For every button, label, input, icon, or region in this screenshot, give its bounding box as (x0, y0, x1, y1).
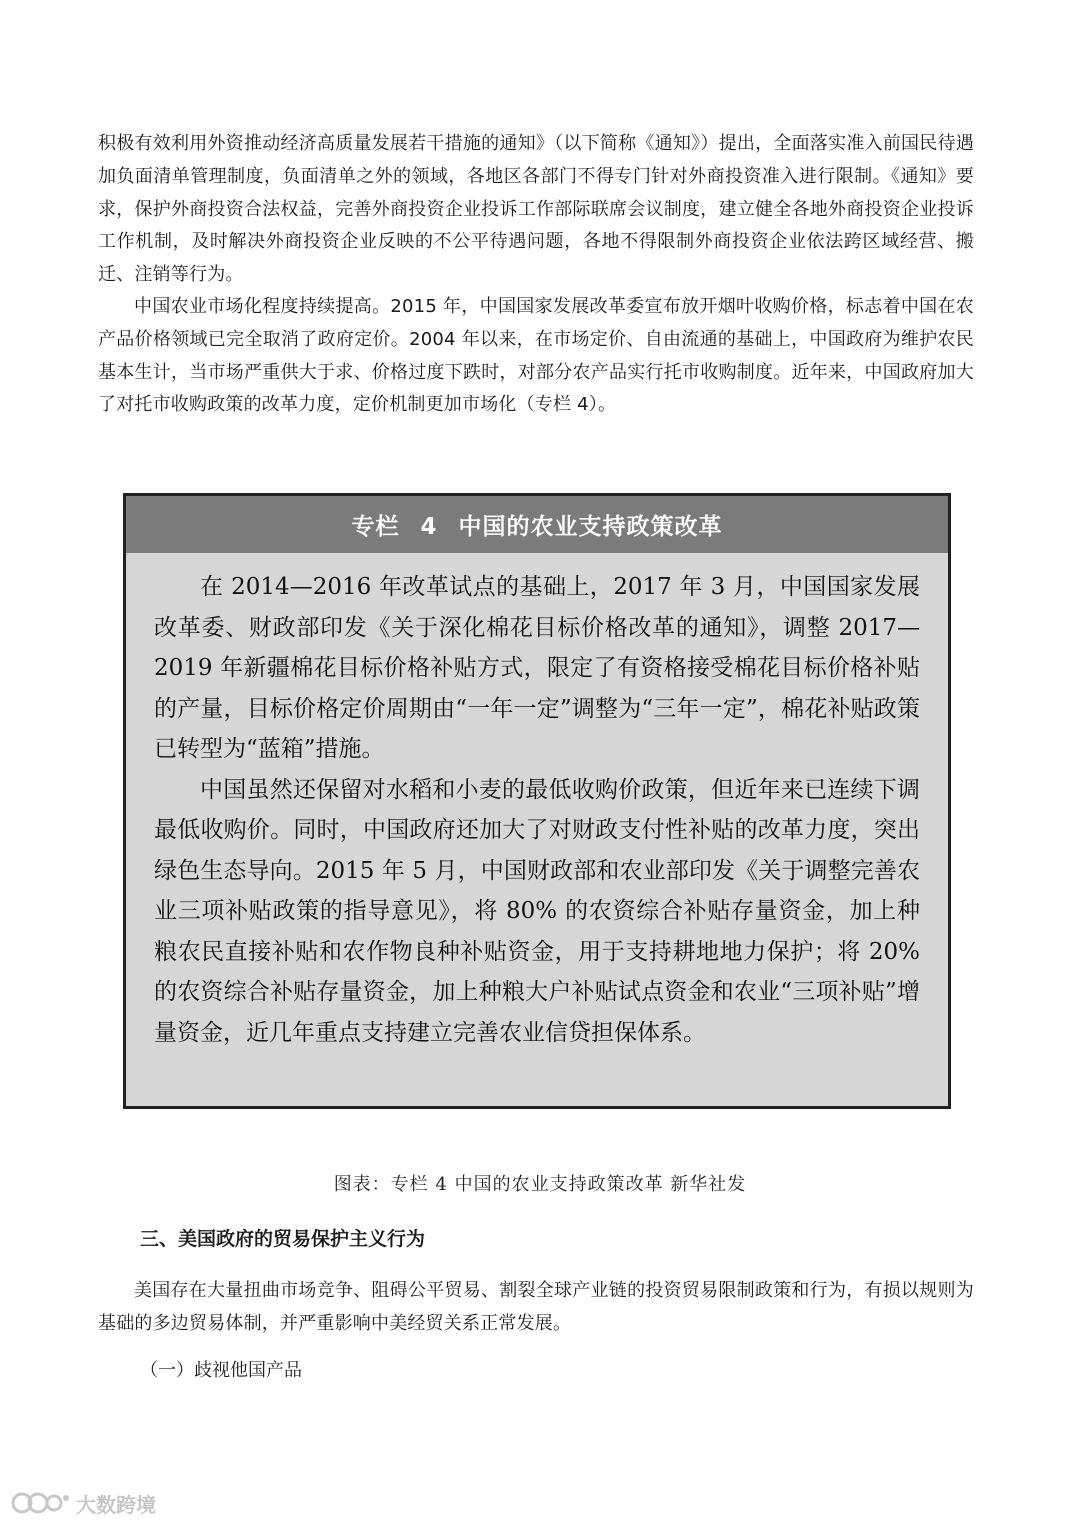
watermark (10, 1488, 156, 1518)
column-box-paragraph-1: 在 2014—2016 年改革试点的基础上，2017 年 3 月，中国国家发展改革委、财政部印发《关于深化棉花目标价格改革的通知》，调整 2017—2019 年新疆棉花目标价格补贴方式，限定了有资格接受棉花目标价格补贴的产量，目标价格定价周期由“一年一定”调整为“三年一定”，棉花补贴政策已转型为“蓝箱”措施。 (154, 574, 920, 762)
body-paragraph-2: 中国农业市场化程度持续提高。2015 年，中国国家发展改革委宣布放开烟叶收购价格，标志着中国在农产品价格领域已完全取消了政府定价。2004 年以来，在市场定价、自由流通的基础上，中国政府为维护农民基本生计，当市场严重供大于求、价格过度下跌时，对部分农产品实行托市收购制度。近年来，中国政府加大了对托市收购政策的改革力度，定价机制更加市场化（专栏 4）。 (98, 296, 974, 416)
body-paragraph-1: 积极有效利用外资推动经济高质量发展若干措施的通知》（以下简称《通知》）提出，全面落实准入前国民待遇加负面清单管理制度，负面清单之外的领域，各地区各部门不得专门针对外商投资准入进行限制。《通知》要求，保护外商投资合法权益，完善外商投资企业投诉工作部际联席会议制度，建立健全各地外商投资企业投诉工作机制，及时解决外商投资企业反映的不公平待遇问题，各地不得限制外商投资企业依法跨区域经营、搬迁、注销等行为。 (98, 133, 974, 286)
section-paragraph: 美国存在大量扭曲市场竞争、阻碍公平贸易、割裂全球产业链的投资贸易限制政策和行为，有损以规则为基础的多边贸易体制，并严重影响中美经贸关系正常发展。 (98, 1280, 974, 1334)
watermark-text: 大数跨境 (76, 1492, 156, 1517)
column-box (123, 493, 951, 1109)
logo-icon (10, 1490, 72, 1516)
section-subheading: （一）歧视他国产品 (140, 1360, 302, 1381)
section-heading: 三、美国政府的贸易保护主义行为 (140, 1228, 426, 1250)
figure-caption: 图表：专栏 4 中国的农业支持政策改革 新华社发 (333, 1174, 747, 1195)
column-box-title: 专栏 4 中国的农业支持政策改革 (126, 496, 948, 553)
column-box-body (126, 553, 948, 1053)
column-box-paragraph-2: 中国虽然还保留对水稻和小麦的最低收购价政策，但近年来已连续下调最低收购价。同时，中国政府还加大了对财政支付性补贴的改革力度，突出绿色生态导向。2015 年 5 月，中国财政部和农业部印发《关于调整完善农业三项补贴政策的指导意见》，将 80% 的农资综合补贴存量资金，加上种粮农民直接补贴和农作物良种补贴资金，用于支持耕地地力保护；将 20% 的农资综合补贴存量资金，加上种粮大户补贴试点资金和农业“三项补贴”增量资金，近几年重点支持建立完善农业信贷担保体系。 (154, 776, 920, 1046)
